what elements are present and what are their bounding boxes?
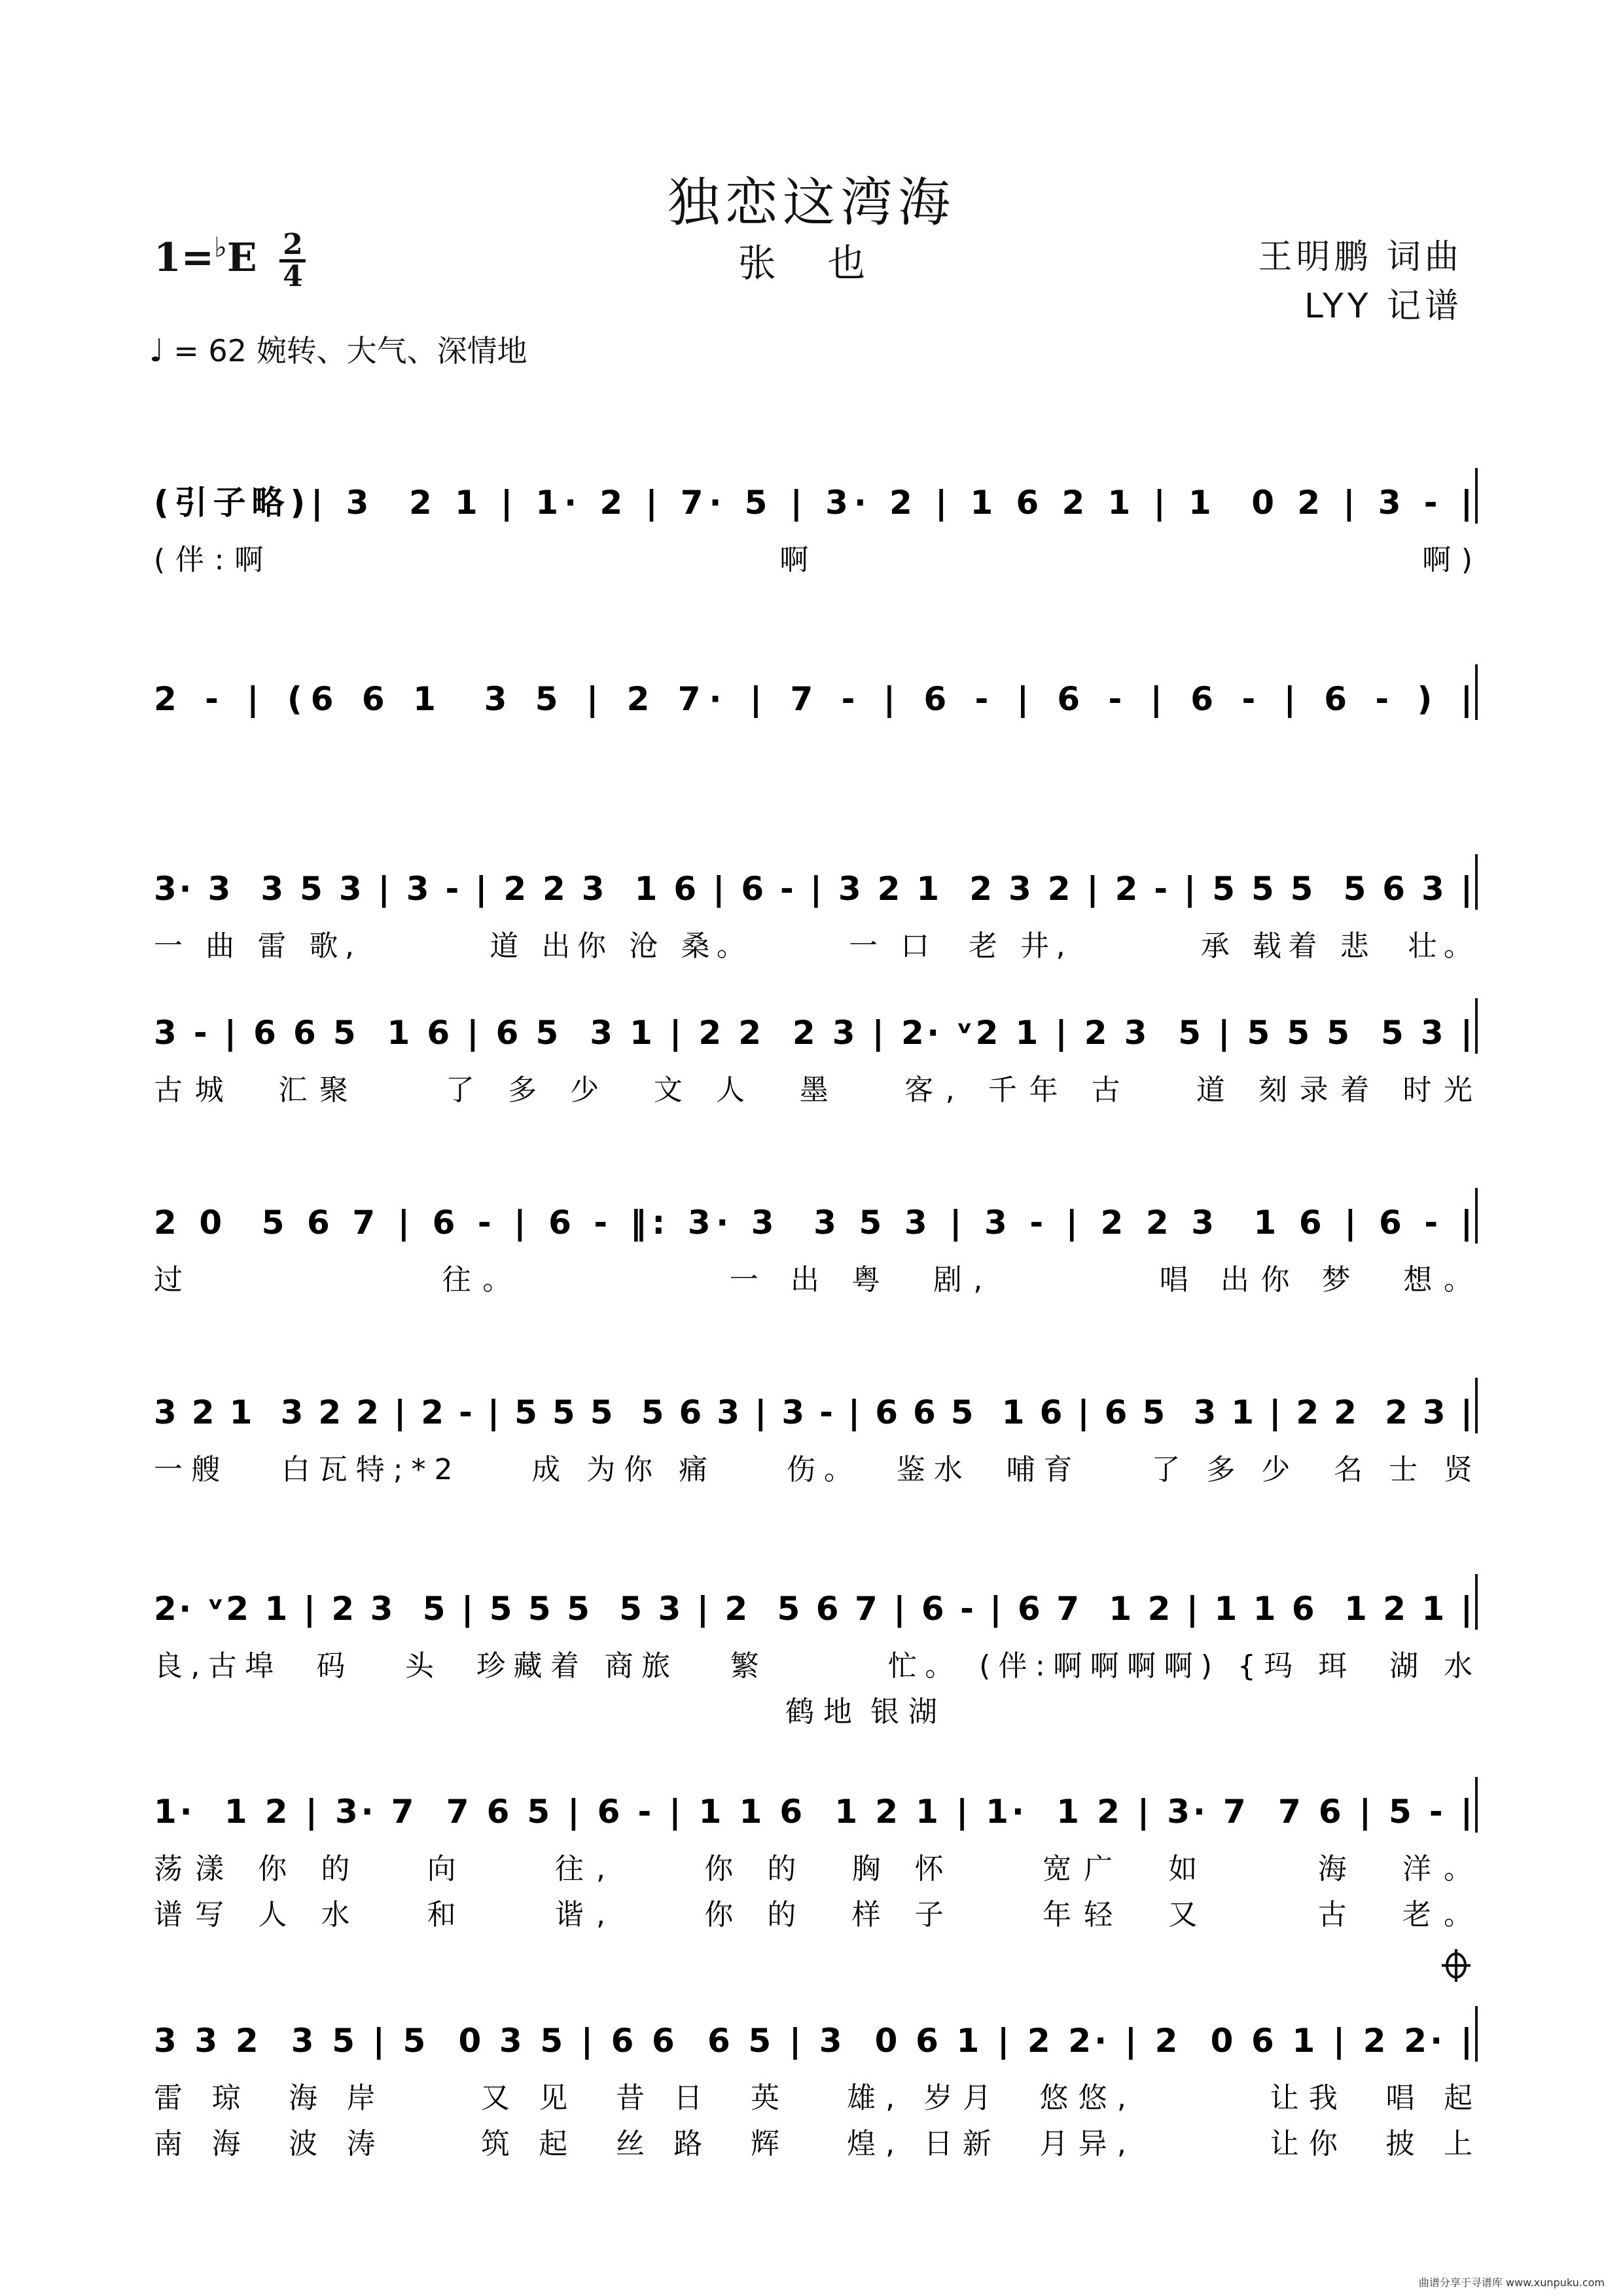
lyrics-row-7-verse-2: 鹤 地 银 湖 bbox=[154, 1695, 938, 1729]
key-prefix: 1= bbox=[154, 235, 215, 281]
key-flat: ♭ bbox=[214, 231, 227, 263]
notation-row-6: 3 2 1 3 2 2 | 2 - | 5 5 5 5 6 3 | 3 - | 6 6 5 1 6 | 6 5 3 1 | 2 2 2 3 | bbox=[154, 1393, 1472, 1431]
notation-row-3: 3· 3 3 5 3 | 3 - | 2 2 3 1 6 | 6 - | 3 2 1 2 3 2 | 2 - | 5 5 5 5 6 3 | bbox=[154, 870, 1472, 908]
notation-row-4: 3 - | 6 6 5 1 6 | 6 5 3 1 | 2 2 2 3 | 2· ᵛ2 1 | 2 3 5 | 5 5 5 5 3 | bbox=[154, 1014, 1472, 1052]
lyrics-row-7-verse-1: 良,古埠 码 头 珍藏着 商旅 繁 忙。 (伴:啊啊啊啊) {玛 珥 湖 水 bbox=[154, 1649, 1472, 1683]
tempo-text: = 62 婉转、大气、深情地 bbox=[173, 333, 527, 368]
lyrics-row-5-verse-1: 过 往。 一 出 粤 剧, 唱 出你 梦 想。 bbox=[154, 1263, 1473, 1297]
lyrics-row-8-verse-2: 谱写 人 水 和 谐, 你 的 样 子 年轻 又 古 老。 bbox=[154, 1898, 1473, 1931]
notation-row-9: 3 3 2 3 5 | 5 0 3 5 | 6 6 6 5 | 3 0 6 1 | 2 2· | 2 0 6 1 | 2 2· | bbox=[154, 2022, 1472, 2060]
coda-icon bbox=[1442, 1949, 1471, 1982]
lyrics-row-1-verse-1: (伴:啊 啊 啊) bbox=[154, 543, 1472, 577]
song-title: 独恋这湾海 bbox=[668, 172, 955, 233]
notation-row-7: 2· ᵛ2 1 | 2 3 5 | 5 5 5 5 3 | 2 5 6 7 | 6 - | 6 7 1 2 | 1 1 6 1 2 1 | bbox=[154, 1590, 1472, 1628]
time-unit: 4 bbox=[283, 260, 303, 293]
lyrics-row-4-verse-1: 古城 汇聚 了 多 少 文 人 墨 客, 千年 古 道 刻录着 时光 bbox=[154, 1073, 1473, 1107]
footer-watermark: 曲谱分享于寻谱库 www.xunpuku.com bbox=[1418, 2276, 1605, 2289]
lyrics-row-9-verse-2: 南 海 波 涛 筑 起 丝 路 辉 煌, 日新 月异, 让你 披 上 bbox=[154, 2127, 1472, 2161]
lyrics-row-9-verse-1: 雷 琼 海 岸 又 见 昔 日 英 雄, 岁月 悠悠, 让我 唱 起 bbox=[154, 2081, 1472, 2115]
quarter-note-icon: ♩ bbox=[149, 332, 164, 369]
key-note: E bbox=[226, 235, 257, 281]
singer: 张 也 bbox=[738, 241, 885, 285]
lyrics-row-6-verse-1: 一艘 白瓦特;*2 成 为你 痛 伤。 鉴水 哺育 了 多 少 名 士 贤 bbox=[154, 1453, 1472, 1486]
notation-row-5: 2 0 5 6 7 | 6 - | 6 - ‖: 3· 3 3 5 3 | 3 - | 2 2 3 1 6 | 6 - | bbox=[154, 1204, 1472, 1242]
credit-notation: LYY 记谱 bbox=[1304, 287, 1463, 326]
lyrics-row-8-verse-1: 荡漾 你 的 向 往, 你 的 胸 怀 宽广 如 海 洋。 bbox=[154, 1852, 1473, 1886]
notation-row-2: 2 - | (6 6 1 3 5 | 2 7· | 7 - | 6 - | 6 - | 6 - | 6 - ) | bbox=[154, 680, 1472, 718]
time-beats: 2 bbox=[283, 228, 303, 261]
lyrics-row-3-verse-1: 一 曲 雷 歌, 道 出你 沧 桑。 一 口 老 井, 承 载着 悲 壮。 bbox=[154, 929, 1472, 963]
credit-lyrics-music: 王明鹏 词曲 bbox=[1258, 238, 1463, 277]
notation-row-8: 1· 1 2 | 3· 7 7 6 5 | 6 - | 1 1 6 1 2 1 | 1· 1 2 | 3· 7 7 6 | 5 - | bbox=[154, 1793, 1473, 1831]
notation-row-1: (引子略)| 3 2 1 | 1· 2 | 7· 5 | 3· 2 | 1 6 2 1 | 1 0 2 | 3 - | bbox=[154, 484, 1473, 522]
